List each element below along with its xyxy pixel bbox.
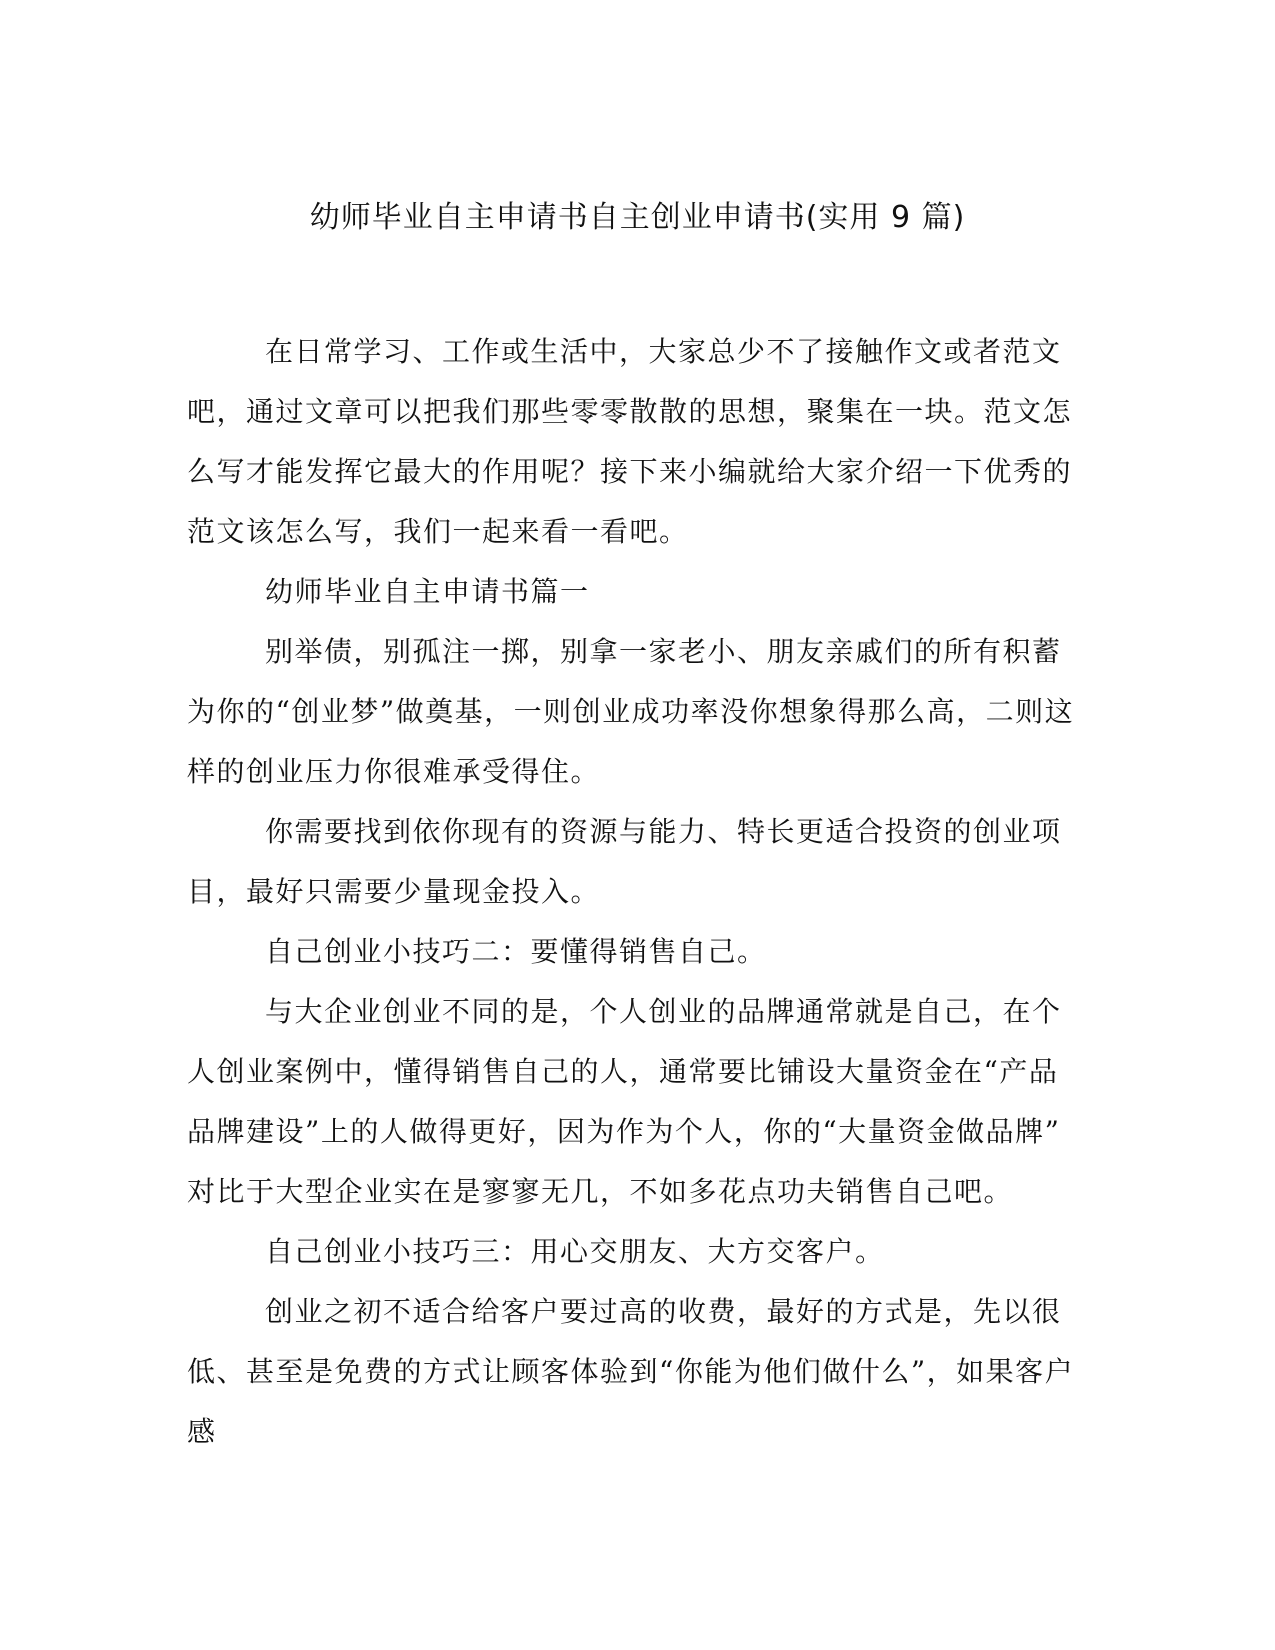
tip-heading-3: 自己创业小技巧三：用心交朋友、大方交客户。 — [265, 1235, 885, 1268]
intro-paragraph: 在日常学习、工作或生活中，大家总少不了接触作文或者范文吧，通过文章可以把我们那些零零散散的思想，聚集在一块。范文怎么写才能发挥它最大的作用呢？接下来小编就给大家介绍一下优秀的范文该怎么写，我们一起来看一看吧。 — [187, 335, 1073, 548]
tip-heading-2: 自己创业小技巧二：要懂得销售自己。 — [265, 935, 767, 968]
body-paragraph: 别举债，别孤注一掷，别拿一家老小、朋友亲戚们的所有积蓄为你的“创业梦”做奠基，一则创业成功率没你想象得那么高，二则这样的创业压力你很难承受得住。 — [187, 635, 1075, 788]
document-title: 幼师毕业自主申请书自主创业申请书(实用 9 篇) — [309, 200, 966, 235]
section-heading-1: 幼师毕业自主申请书篇一 — [265, 575, 590, 608]
body-paragraph: 创业之初不适合给客户要过高的收费，最好的方式是，先以很低、甚至是免费的方式让顾客体验到“你能为他们做什么”，如果客户感 — [187, 1295, 1075, 1448]
document-body — [187, 322, 1077, 1462]
body-paragraph: 与大企业创业不同的是，个人创业的品牌通常就是自己，在个人创业案例中，懂得销售自己的人，通常要比铺设大量资金在“产品品牌建设”上的人做得更好，因为作为个人，你的“大量资金做品牌”对比于大型企业实在是寥寥无几，不如多花点功夫销售自己吧。 — [187, 995, 1062, 1208]
body-paragraph: 你需要找到依你现有的资源与能力、特长更适合投资的创业项目，最好只需要少量现金投入。 — [187, 815, 1062, 908]
